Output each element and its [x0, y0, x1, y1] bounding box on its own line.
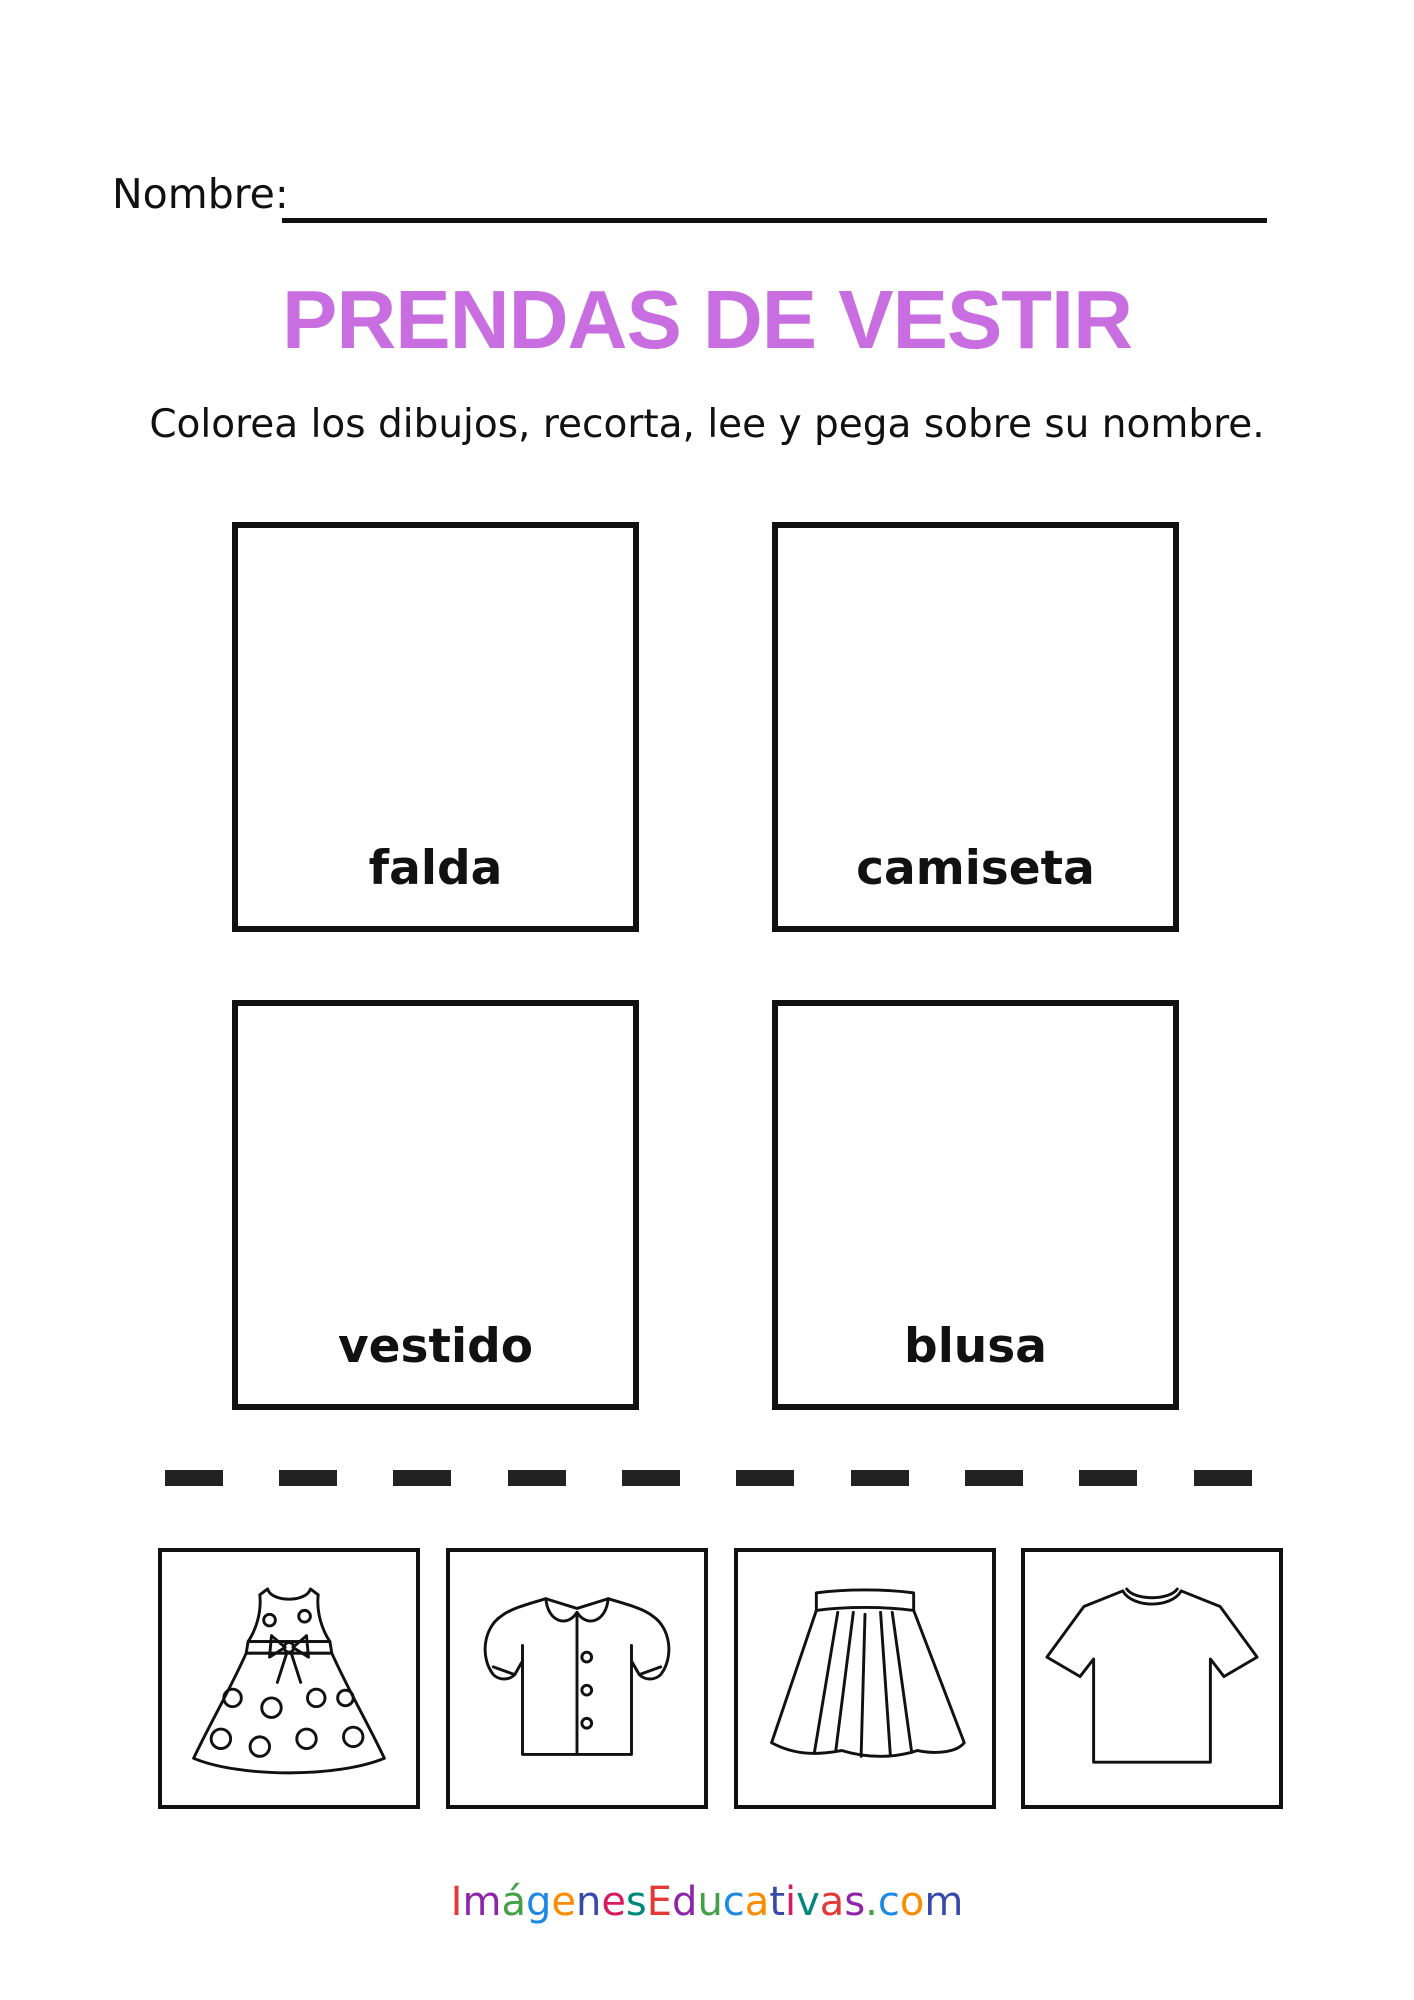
cut-line	[165, 1470, 1255, 1486]
logo-letter: c	[877, 1879, 900, 1925]
logo-letter: á	[501, 1879, 526, 1925]
paste-box-word: vestido	[338, 1319, 533, 1374]
logo-letter: a	[819, 1879, 845, 1925]
paste-box-word: camiseta	[856, 841, 1095, 896]
cut-dash	[165, 1470, 223, 1486]
cut-dash	[393, 1470, 451, 1486]
paste-box-blusa[interactable]	[772, 1000, 1179, 1410]
cut-dash	[622, 1470, 680, 1486]
logo-letter: o	[899, 1879, 925, 1925]
imagenes-educativas-logo	[447, 1870, 967, 1930]
paste-box-word: falda	[368, 841, 503, 896]
skirt-icon	[738, 1552, 992, 1805]
name-row	[112, 168, 1267, 228]
logo-letter: v	[796, 1879, 820, 1925]
cut-dash	[965, 1470, 1023, 1486]
cut-dash	[851, 1470, 909, 1486]
page-title: PRENDAS DE VESTIR	[281, 273, 1133, 366]
blouse-icon	[450, 1552, 704, 1805]
logo-letter: n	[575, 1879, 602, 1925]
cutout-tshirt-card[interactable]	[1021, 1548, 1283, 1809]
tshirt-icon	[1025, 1552, 1279, 1805]
logo-letter: m	[924, 1879, 964, 1925]
logo-letter: I	[450, 1879, 463, 1925]
logo-letter: t	[769, 1879, 785, 1925]
logo-letter: m	[462, 1879, 502, 1925]
logo-letter: s	[625, 1879, 647, 1925]
paste-box-camiseta[interactable]	[772, 522, 1179, 932]
logo-letter: s	[844, 1879, 866, 1925]
name-label: Nombre:	[112, 170, 289, 218]
logo-letter: E	[646, 1879, 673, 1925]
cut-dash	[1194, 1470, 1252, 1486]
logo-letter: g	[525, 1879, 552, 1925]
name-line[interactable]	[282, 218, 1267, 223]
footer-logo	[0, 1870, 1414, 1940]
paste-box-vestido[interactable]	[232, 1000, 639, 1410]
logo-letter: e	[551, 1879, 576, 1925]
svg-text:ImágenesEducativas.com	[451, 1879, 964, 1925]
cutout-skirt-card[interactable]	[734, 1548, 996, 1809]
logo-letter: .	[865, 1879, 878, 1925]
logo-letter: e	[601, 1879, 626, 1925]
logo-letter: c	[722, 1879, 745, 1925]
cut-dash	[736, 1470, 794, 1486]
instructions: Colorea los dibujos, recorta, lee y pega sobre su nombre.	[149, 402, 1265, 447]
cut-dash	[508, 1470, 566, 1486]
cut-dash	[1079, 1470, 1137, 1486]
logo-letter: d	[672, 1879, 698, 1925]
cutout-blouse-card[interactable]	[446, 1548, 708, 1809]
cut-dash	[279, 1470, 337, 1486]
dress-icon	[162, 1552, 416, 1805]
paste-box-word: blusa	[904, 1319, 1047, 1374]
logo-letter: i	[785, 1879, 797, 1925]
paste-box-falda[interactable]	[232, 522, 639, 932]
logo-letter: a	[744, 1879, 770, 1925]
cutout-dress-card[interactable]	[158, 1548, 420, 1809]
logo-letter: u	[697, 1879, 723, 1925]
